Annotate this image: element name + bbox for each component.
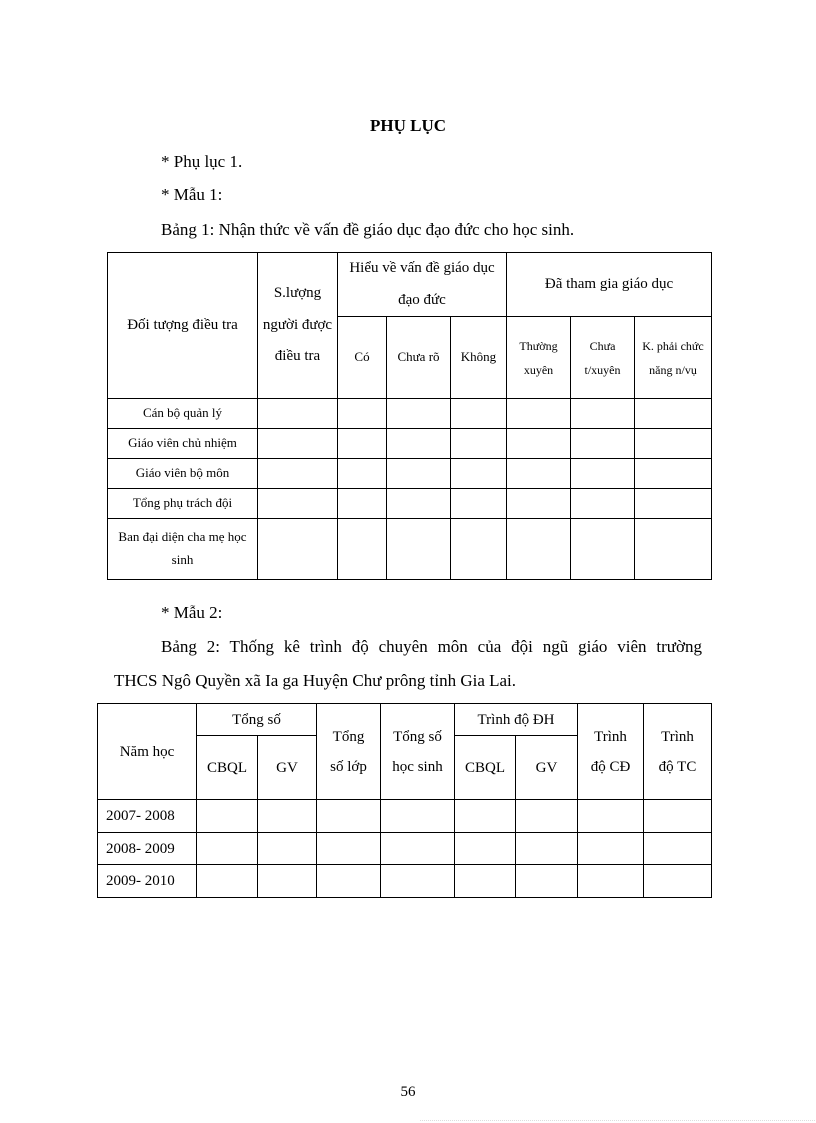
row-label: Giáo viên bộ môn bbox=[108, 459, 258, 489]
sub-irregular: Chưa t/xuyên bbox=[571, 317, 635, 399]
table-row bbox=[108, 399, 712, 429]
table-row bbox=[98, 800, 712, 833]
table-row bbox=[108, 459, 712, 489]
sub-not-function: K. phải chức năng n/vụ bbox=[635, 317, 712, 399]
table2-caption-line1: Bảng 2: Thống kê trình độ chuyên môn của đội ngũ giáo viên trường bbox=[161, 637, 702, 656]
header-university: Trình độ ĐH bbox=[455, 704, 578, 736]
appendix-label: * Phụ lục 1. bbox=[161, 152, 243, 171]
table-row bbox=[108, 519, 712, 580]
header-year: Năm học bbox=[98, 704, 197, 800]
row-label: Ban đại diện cha mẹ học sinh bbox=[108, 519, 258, 580]
page-title: PHỤ LỤC bbox=[369, 116, 447, 135]
year-cell: 2009- 2010 bbox=[98, 865, 197, 898]
form2-label: * Mẫu 2: bbox=[161, 603, 223, 622]
sub-yes: Có bbox=[338, 317, 387, 399]
sub-gv-university: GV bbox=[516, 736, 578, 800]
header-classes: Tổng số lớp bbox=[317, 704, 381, 800]
sub-regular: Thường xuyên bbox=[507, 317, 571, 399]
row-label: Cán bộ quản lý bbox=[108, 399, 258, 429]
header-total: Tổng số bbox=[197, 704, 317, 736]
staff-qualification-table bbox=[97, 703, 712, 898]
header-students: Tổng số học sinh bbox=[381, 704, 455, 800]
year-cell: 2007- 2008 bbox=[98, 800, 197, 833]
row-label: Tổng phụ trách đội bbox=[108, 489, 258, 519]
footer-divider bbox=[420, 1120, 815, 1121]
sub-cbql-university: CBQL bbox=[455, 736, 516, 800]
table-row bbox=[98, 833, 712, 865]
header-college: Trình độ CĐ bbox=[578, 704, 644, 800]
sub-unclear: Chưa rõ bbox=[387, 317, 451, 399]
form1-label: * Mẫu 1: bbox=[161, 185, 223, 204]
header-subject: Đối tượng điều tra bbox=[108, 253, 258, 399]
table-row bbox=[108, 429, 712, 459]
header-intermediate: Trình độ TC bbox=[644, 704, 712, 800]
table2-caption-line2: THCS Ngô Quyền xã Ia ga Huyện Chư prông tỉnh Gia Lai. bbox=[114, 671, 517, 690]
page-number: 56 bbox=[400, 1084, 416, 1100]
table-row bbox=[108, 489, 712, 519]
sub-cbql: CBQL bbox=[197, 736, 258, 800]
table1-caption: Bảng 1: Nhận thức về vấn đề giáo dục đạo đức cho học sinh. bbox=[161, 220, 575, 239]
sub-gv: GV bbox=[258, 736, 317, 800]
survey-table bbox=[107, 252, 712, 580]
sub-no: Không bbox=[451, 317, 507, 399]
row-label: Giáo viên chủ nhiệm bbox=[108, 429, 258, 459]
year-cell: 2008- 2009 bbox=[98, 833, 197, 865]
header-participated: Đã tham gia giáo dục bbox=[507, 253, 712, 317]
header-understanding: Hiểu về vấn đề giáo dục đạo đức bbox=[338, 253, 507, 317]
table-row bbox=[98, 865, 712, 898]
header-count: S.lượng người được điều tra bbox=[258, 253, 338, 399]
